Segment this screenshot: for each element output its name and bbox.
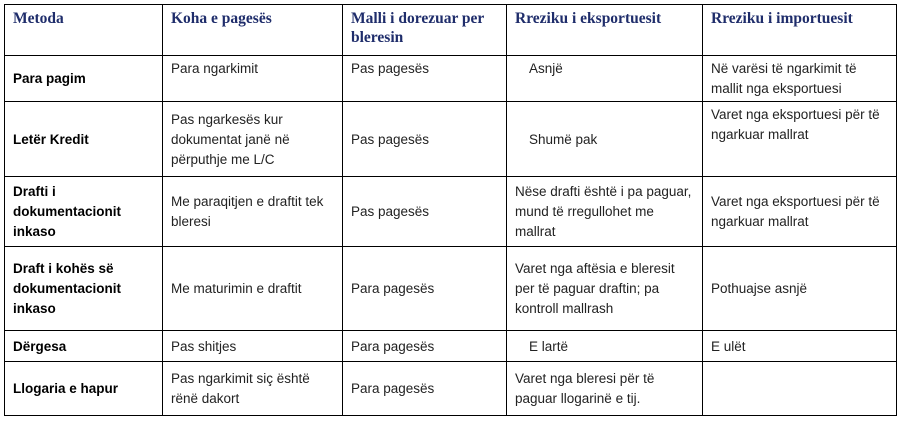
cell-payment-time: Pas ngarkimit siç është rënë dakort	[163, 362, 343, 416]
cell-payment-time: Me paraqitjen e draftit tek bleresi	[163, 177, 343, 247]
header-exporter-risk: Rreziku i eksportuesit	[507, 5, 703, 56]
cell-exporter-risk: Nëse drafti është i pa paguar, mund të rregullohet me mallrat	[507, 177, 703, 247]
cell-importer-risk: E ulët	[703, 331, 897, 362]
cell-exporter-risk: Varet nga bleresi për të paguar llogarinë e tij.	[507, 362, 703, 416]
cell-importer-risk: Në varësi të ngarkimit të mallit nga eksportuesi	[703, 56, 897, 102]
payment-methods-table	[4, 4, 897, 416]
header-row	[5, 5, 897, 56]
cell-importer-risk: Varet nga eksportuesi për të ngarkuar mallrat	[703, 102, 897, 177]
cell-importer-risk	[703, 362, 897, 416]
cell-goods-delivered: Para pagesës	[343, 247, 507, 331]
cell-goods-delivered: Pas pagesës	[343, 56, 507, 102]
cell-method: Para pagim	[5, 56, 163, 102]
table-row	[5, 331, 897, 362]
cell-payment-time: Para ngarkimit	[163, 56, 343, 102]
table-row	[5, 177, 897, 247]
cell-method: Letër Kredit	[5, 102, 163, 177]
cell-importer-risk: Pothuajse asnjë	[703, 247, 897, 331]
cell-payment-time: Pas ngarkesës kur dokumentat janë në përputhje me L/C	[163, 102, 343, 177]
cell-method: Draft i kohës së dokumentacionit inkaso	[5, 247, 163, 331]
cell-method: Drafti i dokumentacionit inkaso	[5, 177, 163, 247]
cell-payment-time: Me maturimin e draftit	[163, 247, 343, 331]
cell-exporter-risk: Shumë pak	[507, 102, 703, 177]
cell-method: Dërgesa	[5, 331, 163, 362]
table-row	[5, 362, 897, 416]
header-method: Metoda	[5, 5, 163, 56]
cell-goods-delivered: Pas pagesës	[343, 102, 507, 177]
header-payment-time: Koha e pagesës	[163, 5, 343, 56]
cell-goods-delivered: Pas pagesës	[343, 177, 507, 247]
cell-importer-risk: Varet nga eksportuesi për të ngarkuar mallrat	[703, 177, 897, 247]
header-goods-delivered: Malli i dorezuar per bleresin	[343, 5, 507, 56]
table-row	[5, 56, 897, 102]
cell-exporter-risk: E lartë	[507, 331, 703, 362]
table-row	[5, 102, 897, 177]
cell-goods-delivered: Para pagesës	[343, 362, 507, 416]
table-row	[5, 247, 897, 331]
cell-goods-delivered: Para pagesës	[343, 331, 507, 362]
header-importer-risk: Rreziku i importuesit	[703, 5, 897, 56]
cell-exporter-risk: Varet nga aftësia e bleresit per të paguar draftin; pa kontroll mallrash	[507, 247, 703, 331]
cell-exporter-risk: Asnjë	[507, 56, 703, 102]
cell-method: Llogaria e hapur	[5, 362, 163, 416]
cell-payment-time: Pas shitjes	[163, 331, 343, 362]
